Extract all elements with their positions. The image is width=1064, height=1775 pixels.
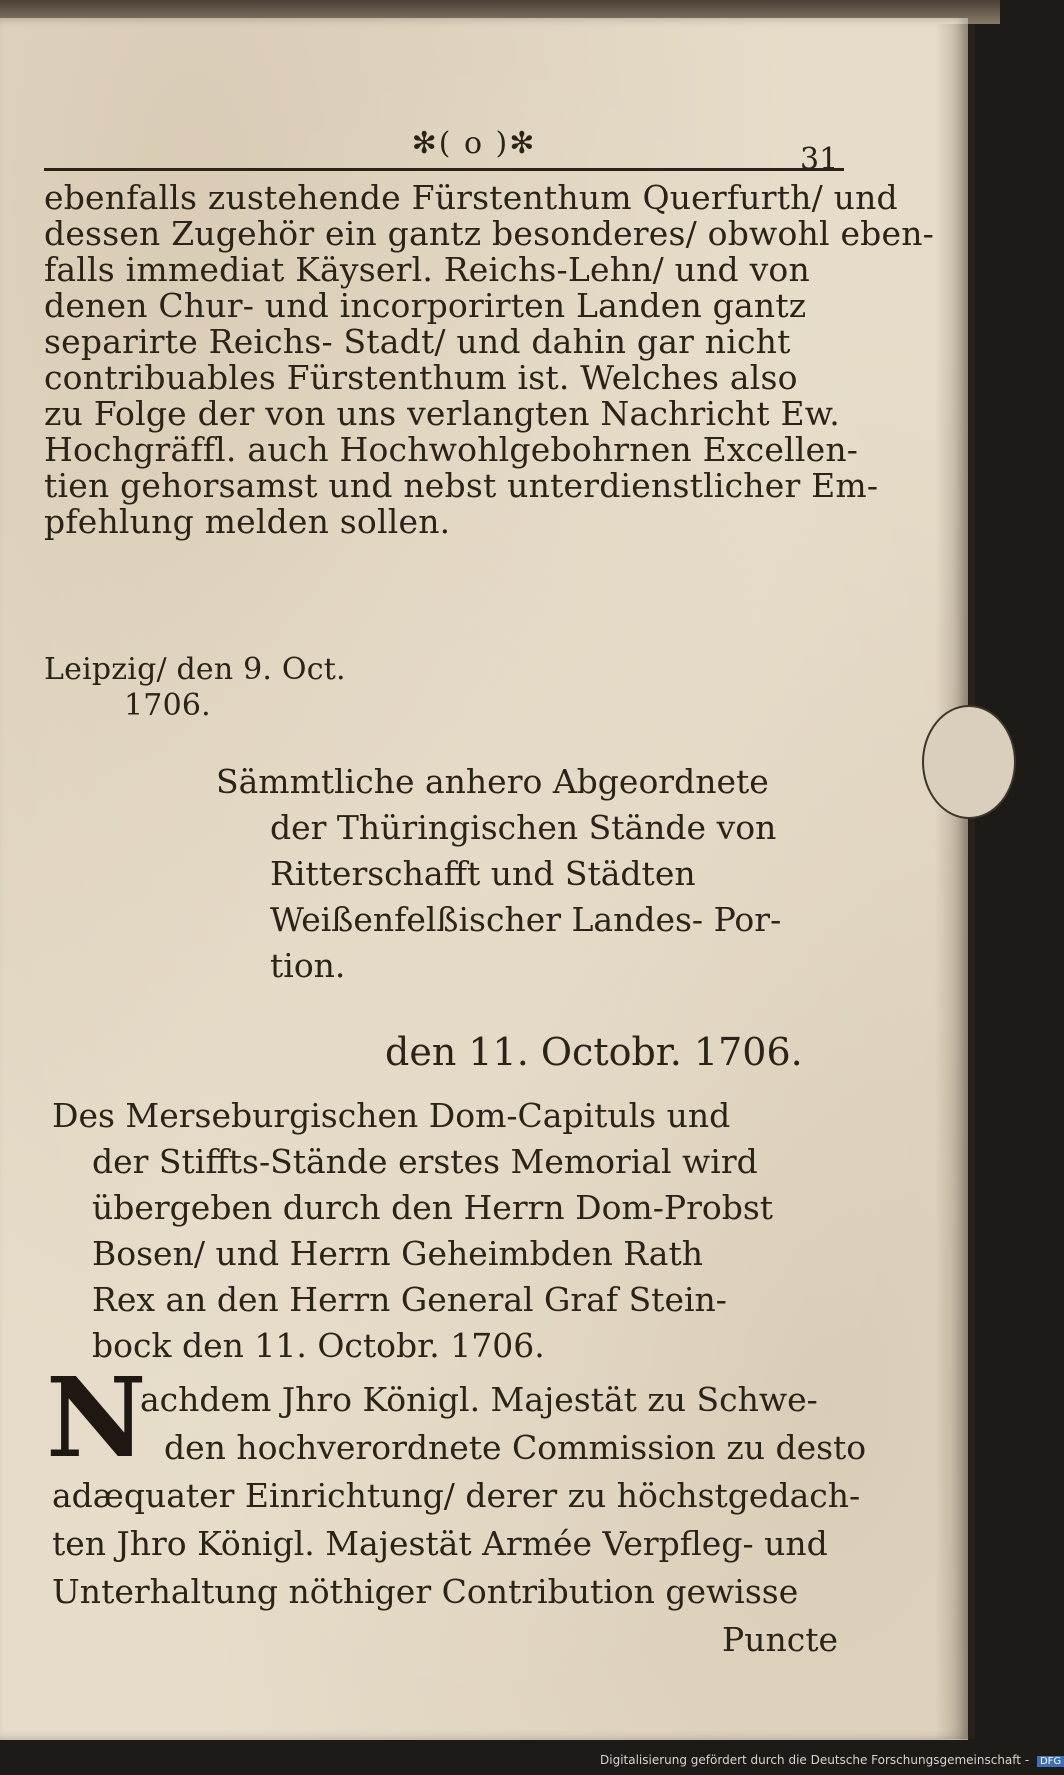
body-line: Unterhaltung nöthiger Contribution gewisse <box>52 1572 799 1611</box>
intro-line: übergeben durch den Herrn Dom-Probst <box>92 1188 774 1227</box>
signature-line: tion. <box>270 946 346 985</box>
catchword: Puncte <box>722 1620 838 1659</box>
text-line: separirte Reichs- Stadt/ und dahin gar nicht <box>44 322 791 361</box>
dfg-logo: DFG <box>1037 1756 1064 1767</box>
signature-line: der Thüringischen Stände von <box>270 808 777 847</box>
tab-notch <box>922 705 1016 819</box>
text-line: pfehlung melden sollen. <box>44 502 451 541</box>
intro-line: der Stiffts-Stände erstes Memorial wird <box>92 1142 758 1181</box>
intro-line: Des Merseburgischen Dom-Capituls und <box>52 1096 731 1135</box>
text-line: Hochgräffl. auch Hochwohlgebohrnen Excellen- <box>44 430 859 469</box>
footer-text: Digitalisierung gefördert durch die Deutsche Forschungsgemeinschaft - <box>600 1753 1030 1767</box>
text-line: contribuables Fürstenthum ist. Welches also <box>44 358 798 397</box>
text-line: tien gehorsamst und nebst unterdienstlicher Em- <box>44 466 879 505</box>
drop-cap: N <box>46 1353 147 1482</box>
header-rule <box>44 168 844 171</box>
signature-line: Ritterschafft und Städten <box>270 854 696 893</box>
page-edge-shadow <box>935 24 975 1739</box>
body-line: den hochverordnete Commission zu desto <box>164 1428 867 1467</box>
body-line: achdem Jhro Königl. Majestät zu Schwe- <box>140 1380 818 1419</box>
book-page <box>0 18 968 1740</box>
dateline-place: Leipzig/ den 9. Oct. <box>44 652 346 687</box>
header-ornament: ✻( o )✻ <box>411 126 537 161</box>
body-line: ten Jhro Königl. Majestät Armée Verpfleg- und <box>52 1524 828 1563</box>
text-line: denen Chur- und incorporirten Landen gantz <box>44 286 807 325</box>
signature-line: Sämmtliche anhero Abgeordnete <box>216 762 769 801</box>
body-line: adæquater Einrichtung/ derer zu höchstgedach- <box>52 1476 861 1515</box>
text-line: falls immediat Käyserl. Reichs-Lehn/ und von <box>44 250 810 289</box>
intro-line: Rex an den Herrn General Graf Stein- <box>92 1280 727 1319</box>
digitization-footer <box>600 1753 1064 1767</box>
signature-line: Weißenfelßischer Landes- Por- <box>270 900 782 939</box>
page-number: 31 <box>800 142 839 177</box>
text-line: zu Folge der von uns verlangten Nachricht Ew. <box>44 394 840 433</box>
page-header <box>44 126 844 170</box>
dateline-year: 1706. <box>124 688 211 723</box>
text-line: dessen Zugehör ein gantz besonderes/ obwohl eben- <box>44 214 935 253</box>
section-date-heading: den 11. Octobr. 1706. <box>385 1030 803 1074</box>
intro-line: bock den 11. Octobr. 1706. <box>92 1326 545 1365</box>
text-line: ebenfalls zustehende Fürstenthum Querfurth/ und <box>44 178 898 217</box>
intro-line: Bosen/ und Herrn Geheimbden Rath <box>92 1234 703 1273</box>
